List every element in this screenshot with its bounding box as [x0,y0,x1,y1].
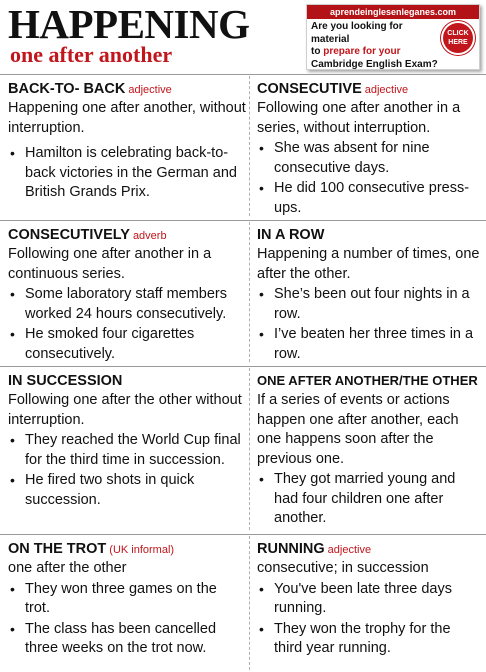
entry-definition: Following one after another in a series, without interruption. [257,100,461,136]
example-item: • They got married young and had four children one after another. [257,470,481,529]
entry-term: CONSECUTIVELY adverb [8,227,167,243]
column-divider [249,536,250,670]
entry-in-succession [8,372,244,511]
entry-pos: adjective [364,84,409,96]
divider [0,366,486,367]
divider [0,534,486,535]
example-item: • They won the trophy for the third year running. [257,620,481,659]
column-divider [249,368,250,530]
example-item: • I’ve beaten her three times in a row. [257,325,481,364]
click-here-button[interactable] [443,23,473,53]
example-item: • He did 100 consecutive press-ups. [257,179,481,218]
entry-definition: one after the other [8,560,127,576]
page-title: HAPPENING [8,1,250,47]
entry-pos: adverb [132,230,167,242]
exam-ad-banner[interactable] [306,4,480,70]
entry-term: IN SUCCESSION [8,373,123,389]
entry-back-to-back [8,80,246,204]
entry-term: ONE AFTER ANOTHER/THE OTHER [257,373,478,388]
entry-term: IN A ROW [257,227,325,243]
example-item: • They won three games on the trot. [8,580,244,619]
divider [0,220,486,221]
entry-definition: Happening a number of times, one after the other. [257,246,480,282]
entry-term: CONSECUTIVE adjective [257,81,409,97]
entry-consecutively [8,226,244,365]
entry-term: ON THE TROT (UK informal) [8,541,175,557]
example-item: • Hamilton is celebrating back-to-back victories in the German and British Grands Prix. [8,144,246,203]
entry-running [257,540,481,660]
example-list [8,144,246,203]
ad-site-name: aprendeinglesenleganes.com [307,5,479,19]
entry-definition: Following one after another in a continuous series. [8,246,212,282]
entry-definition: If a series of events or actions happen one after another, each one happens soon after the previous one. [257,392,459,467]
ad-line-1: Are you looking for material [311,21,403,45]
column-divider [249,76,250,216]
ad-line-2b: prepare for your [323,46,401,57]
entry-on-the-trot [8,540,244,660]
entry-pos: (UK informal) [109,544,175,556]
click-here-label: CLICK HERE [447,30,469,46]
example-list [8,285,244,364]
entries-grid [0,74,486,672]
example-item: • Some laboratory staff members worked 24 hours consecutively. [8,285,244,324]
entry-definition: Following one after the other without interruption. [8,392,242,428]
entry-one-after-another [257,372,481,530]
example-item: • They reached the World Cup final for the third time in succession. [8,431,244,470]
example-item: • You've been late three days running. [257,580,481,619]
entry-term: BACK-TO- BACK adjective [8,81,172,97]
entry-definition: consecutive; in succession [257,560,429,576]
example-list [257,580,481,659]
ad-line-3: Cambridge English Exam? [311,58,438,70]
entry-term: RUNNING adjective [257,541,372,557]
entry-pos: adjective [327,544,372,556]
example-list [257,470,481,529]
entry-in-a-row [257,226,481,365]
entry-definition: Happening one after another, without interruption. [8,100,246,136]
example-item: • She was absent for nine consecutive days. [257,139,481,178]
example-list [8,580,244,659]
ad-line-2a: to [311,46,324,57]
example-item: • She’s been out four nights in a row. [257,285,481,324]
example-list [257,285,481,364]
entry-consecutive [257,80,481,219]
example-item: • The class has been cancelled three weeks on the trot now. [8,620,244,659]
example-item: • He smoked four cigarettes consecutively. [8,325,244,364]
header [0,0,486,72]
page-subtitle: one after another [10,42,173,67]
ad-line-2 [311,46,443,59]
divider [0,74,486,75]
column-divider [249,222,250,362]
ad-text [311,21,443,70]
example-list [257,139,481,218]
entry-pos: adjective [128,84,172,96]
example-list [8,431,244,510]
example-item: • He fired two shots in quick succession. [8,471,244,510]
